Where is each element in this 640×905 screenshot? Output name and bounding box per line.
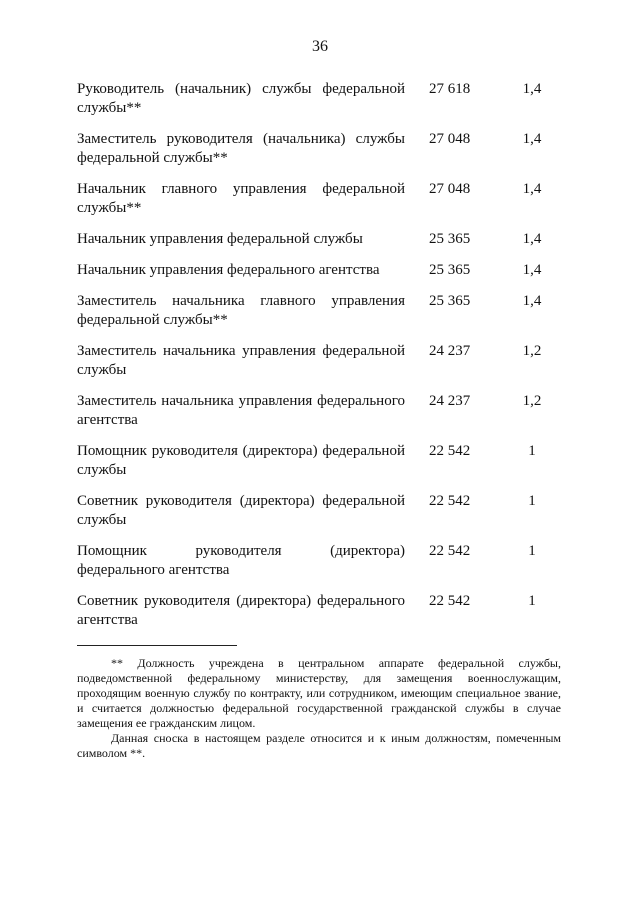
position-title: Начальник главного управления федеральной службы** bbox=[77, 181, 405, 216]
coefficient-value: 1 bbox=[528, 593, 536, 609]
position-title: Заместитель начальника главного управления федеральной службы** bbox=[77, 293, 405, 328]
table-row bbox=[77, 392, 577, 430]
salary-value: 22 542 bbox=[429, 443, 471, 459]
table-row bbox=[77, 292, 577, 330]
table-row bbox=[77, 492, 577, 530]
position-title: Помощник руководителя (директора) федеральной службы bbox=[77, 443, 405, 478]
position-title: Советник руководителя (директора) федеральной службы bbox=[77, 493, 405, 528]
position-title: Заместитель руководителя (начальника) службы федеральной службы** bbox=[77, 131, 405, 166]
salary-value: 22 542 bbox=[429, 543, 471, 559]
coefficient-value: 1,4 bbox=[522, 181, 542, 197]
coefficient-value: 1,4 bbox=[522, 262, 542, 278]
position-title: Помощник руководителя (директора) федерального агентства bbox=[77, 543, 405, 578]
footnotes bbox=[77, 656, 561, 761]
coefficient-value: 1,4 bbox=[522, 131, 542, 147]
salary-value: 27 048 bbox=[429, 181, 471, 197]
salary-value: 25 365 bbox=[429, 231, 471, 247]
table-row bbox=[77, 80, 577, 118]
salary-value: 24 237 bbox=[429, 343, 471, 359]
table-row bbox=[77, 180, 577, 218]
salary-value: 25 365 bbox=[429, 262, 471, 278]
position-title: Начальник управления федерального агентства bbox=[77, 262, 380, 278]
salary-value: 22 542 bbox=[429, 493, 471, 509]
salary-value: 27 618 bbox=[429, 81, 471, 97]
position-title: Заместитель начальника управления федерального агентства bbox=[77, 393, 405, 428]
position-title: Заместитель начальника управления федеральной службы bbox=[77, 343, 405, 378]
coefficient-value: 1 bbox=[528, 443, 536, 459]
footnote-text: Данная сноска в настоящем разделе относится и к иным должностям, помеченным символом **. bbox=[77, 731, 561, 760]
table-row bbox=[77, 342, 577, 380]
position-salary-table bbox=[77, 80, 577, 630]
page-number: 36 bbox=[312, 38, 328, 55]
table-row bbox=[77, 261, 577, 280]
coefficient-value: 1,2 bbox=[522, 343, 542, 359]
coefficient-value: 1,4 bbox=[522, 81, 542, 97]
coefficient-value: 1,4 bbox=[522, 293, 542, 309]
footnote-text: ** Должность учреждена в центральном аппарате федеральной службы, подведомственной федеральному министерству, для замещения военнослужащим, проходящим военную службу по контракту, или сотрудником, имеющим специальное звание, и считается должностью федеральной государственной гражданской службы в случае замещения ее гражданским лицом. bbox=[77, 656, 561, 730]
table-row bbox=[77, 542, 577, 580]
coefficient-value: 1,2 bbox=[522, 393, 542, 409]
salary-value: 27 048 bbox=[429, 131, 471, 147]
footnote-separator bbox=[77, 645, 237, 646]
table-row bbox=[77, 592, 577, 630]
salary-value: 22 542 bbox=[429, 593, 471, 609]
position-title: Начальник управления федеральной службы bbox=[77, 231, 363, 247]
table-row bbox=[77, 130, 577, 168]
coefficient-value: 1,4 bbox=[522, 231, 542, 247]
coefficient-value: 1 bbox=[528, 493, 536, 509]
coefficient-value: 1 bbox=[528, 543, 536, 559]
position-title: Советник руководителя (директора) федерального агентства bbox=[77, 593, 405, 628]
salary-value: 24 237 bbox=[429, 393, 471, 409]
table-row bbox=[77, 230, 577, 249]
position-title: Руководитель (начальник) службы федеральной службы** bbox=[77, 81, 405, 116]
table-row bbox=[77, 442, 577, 480]
salary-value: 25 365 bbox=[429, 293, 471, 309]
